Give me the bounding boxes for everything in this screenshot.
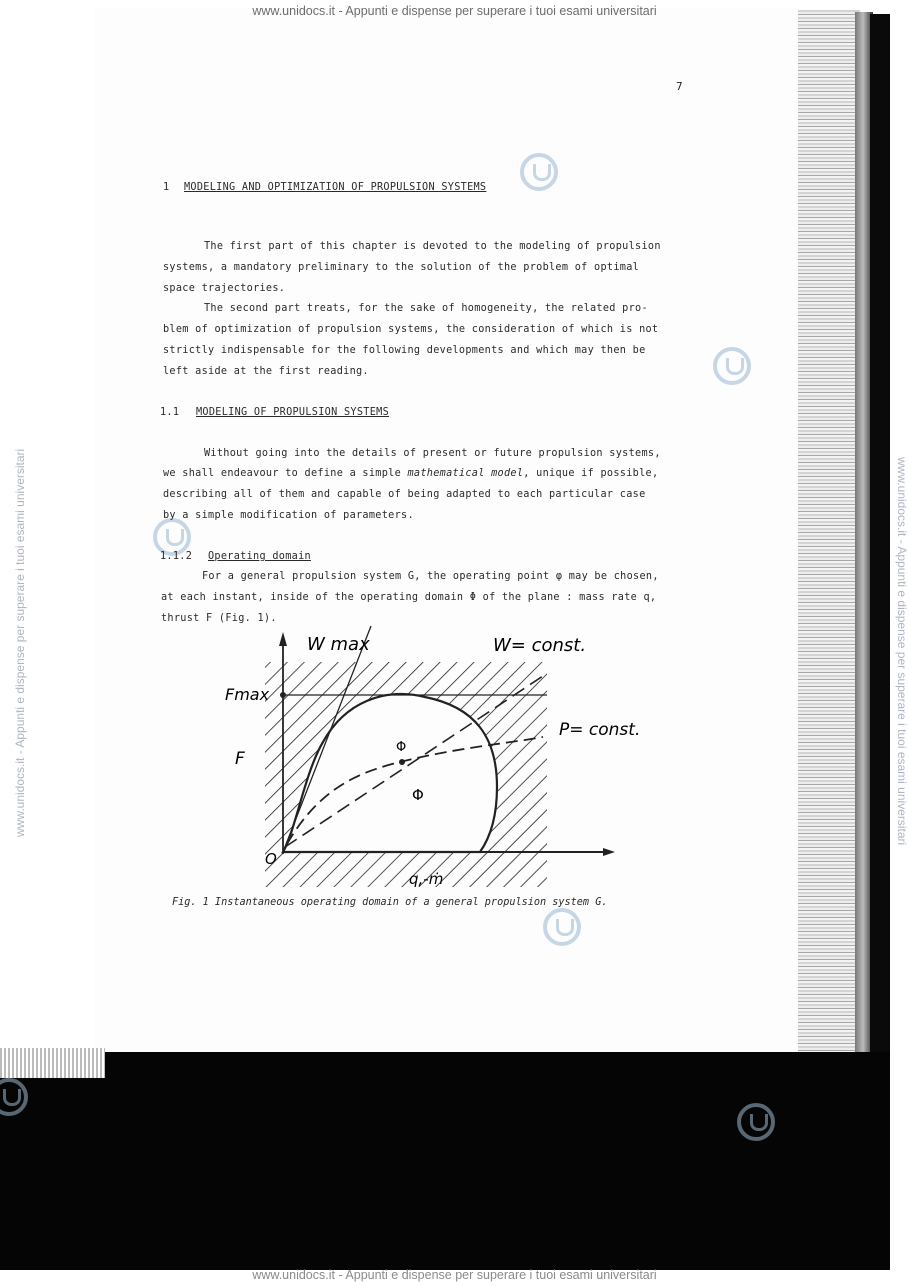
fmax-point — [280, 692, 286, 698]
scan-border-bottom — [0, 1052, 890, 1270]
watermark-bottom: www.unidocs.it - Appunti e dispense per superare i tuoi esami universitari — [252, 1268, 657, 1282]
paragraph-line: strictly indispensable for the following developments and which may then be — [163, 345, 646, 356]
watermark-logo-icon — [543, 908, 581, 946]
wmax-label: W max — [307, 634, 370, 655]
operating-domain-figure — [225, 622, 641, 892]
paragraph-line: left aside at the first reading. — [163, 366, 369, 377]
p-const-label: P= const. — [559, 720, 641, 740]
fmax-label: Fmax — [225, 685, 270, 704]
scan-corner-noise — [0, 1048, 105, 1078]
section-number: 1.1 — [160, 407, 180, 418]
page-number: 7 — [676, 80, 683, 93]
watermark-logo-icon — [737, 1103, 775, 1141]
watermark-logo-icon — [520, 153, 558, 191]
paragraph-line: by a simple modification of parameters. — [163, 510, 414, 521]
f-axis-label: F — [235, 749, 245, 769]
emphasis-text: mathematical model — [407, 468, 524, 479]
watermark-side-left: www.unidocs.it - Appunti e dispense per superare i tuoi esami universitari — [13, 448, 27, 837]
operating-point — [399, 759, 405, 765]
section-title: MODELING OF PROPULSION SYSTEMS — [196, 407, 390, 418]
w-const-label: W= const. — [493, 635, 587, 656]
paragraph-line: thrust F (Fig. 1). — [161, 613, 277, 624]
paragraph-line: systems, a mandatory preliminary to the solution of the problem of optimal — [163, 262, 640, 273]
paragraph-line: The second part treats, for the sake of homogeneity, the related pro- — [204, 303, 648, 314]
watermark-top: www.unidocs.it - Appunti e dispense per superare i tuoi esami universitari — [252, 4, 657, 18]
arrow-up-icon — [279, 632, 287, 646]
paragraph-line: blem of optimization of propulsion systems, the consideration of which is not — [163, 324, 659, 335]
paragraph-line: describing all of them and capable of being adapted to each particular case — [163, 489, 646, 500]
figure-caption: Fig. 1 Instantaneous operating domain of a general propulsion system G. — [172, 897, 608, 908]
arrow-right-icon — [603, 848, 615, 856]
phi-domain-label: Φ — [412, 786, 424, 804]
subsection-number: 1.1.2 — [160, 551, 193, 562]
q-axis-label: q,-ṁ — [409, 870, 444, 888]
subsection-title: Operating domain — [208, 551, 311, 562]
watermark-logo-icon — [713, 347, 751, 385]
paragraph-line: Without going into the details of present or future propulsion systems, — [204, 448, 661, 459]
watermark-side-right: www.unidocs.it - Appunti e dispense per superare i tuoi esami universitari — [895, 457, 909, 846]
phi-small-label: Φ — [396, 740, 407, 755]
chapter-number: 1 — [163, 182, 170, 193]
paragraph-line: For a general propulsion system G, the operating point φ may be chosen, — [202, 571, 659, 582]
chapter-title: MODELING AND OPTIMIZATION OF PROPULSION SYSTEMS — [184, 182, 487, 193]
origin-label: O — [265, 850, 277, 868]
paragraph-line: we shall endeavour to define a simple mathematical model, unique if possible, — [163, 468, 659, 479]
paragraph-line: space trajectories. — [163, 283, 286, 294]
scan-edge-noise — [798, 10, 860, 1055]
paragraph-line: The first part of this chapter is devoted to the modeling of propulsion — [204, 241, 661, 252]
paragraph-line: at each instant, inside of the operating domain Φ of the plane : mass rate q, — [161, 592, 657, 603]
